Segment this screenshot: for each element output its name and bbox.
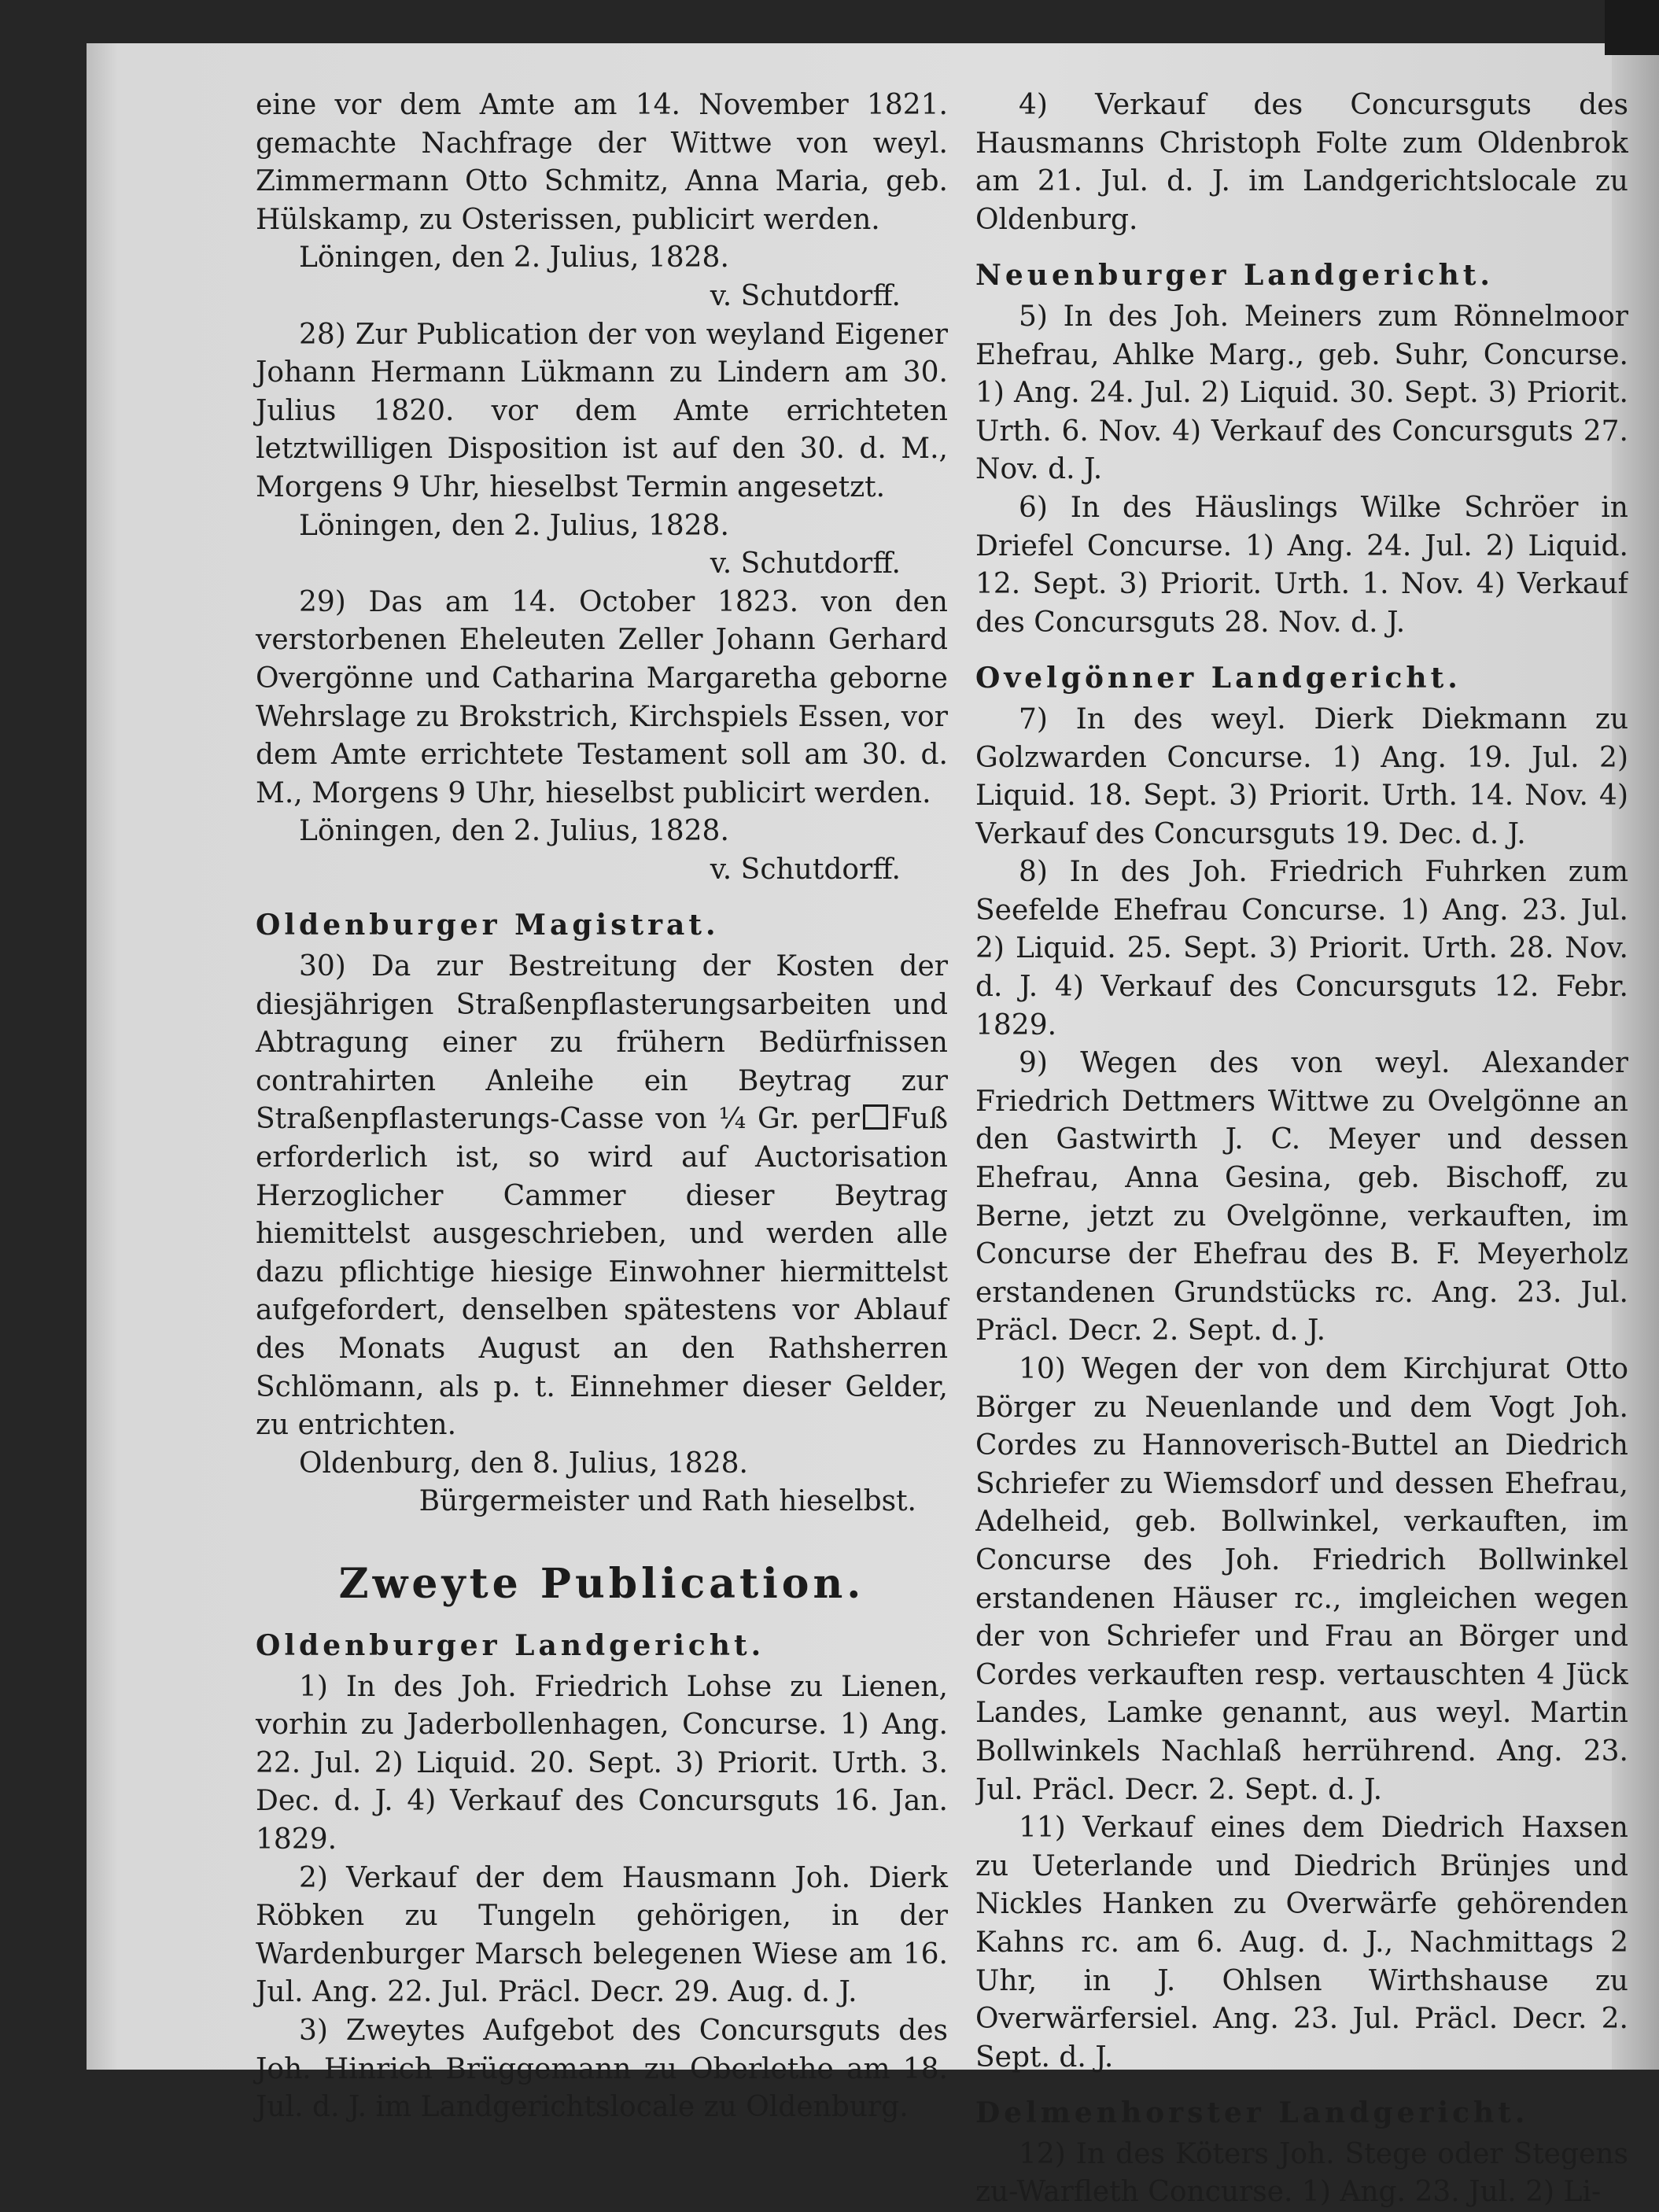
square-foot-symbol-icon — [863, 1104, 888, 1130]
notice-10: 10) Wegen der von dem Kirchjurat Otto Börger zu Neuenlande und dem Vogt Joh. Cordes zu Hannoverisch-Buttel an Diedrich Schriefer zu Wiemsdorf und dessen Ehefrau, Adelheid, geb. Bollwinkel, verkauften, im Concurse des Joh. Friedrich Bollwinkel erstandenen Häuser rc., imgleichen wegen der von Schriefer und Frau an Börger und Cordes verkauften resp. vertauschten 4 Jück Landes, Lamke genannt, aus weyl. Martin Bollwinkels Nachlaß herrührend. Ang. 23. Jul. Präcl. Decr. 2. Sept. d. J. — [975, 1353, 1628, 1806]
right-column — [975, 87, 1628, 2212]
notice-30-part-a: 30) Da zur Bestreitung der Kosten der diesjährigen Straßenpflasterungsarbeiten und Abtragung einer zu frühern Bedürfnissen contrahirten Anleihe ein Beytrag zur Straßenpflasterungs-Casse von ¼ Gr. per — [256, 950, 948, 1136]
notice-6: 6) In des Häuslings Wilke Schröer in Driefel Concurse. 1) Ang. 24. Jul. 2) Liquid. 12. Sept. 3) Priorit. Urth. 1. Nov. 4) Verkauf des Concursguts 28. Nov. d. J. — [975, 491, 1628, 639]
notice-29: 29) Das am 14. October 1823. von den verstorbenen Eheleuten Zeller Johann Gerhard Overgönne und Catharina Margaretha geborne Wehrslage zu Brokstrich, Kirchspiels Essen, vor dem Amte errichtete Testament soll am 30. d. M., Morgens 9 Uhr, hieselbst publicirt werden. — [256, 585, 948, 809]
notice-28: 28) Zur Publication der von weyland Eigener Johann Hermann Lükmann zu Lindern am 30. Julius 1820. vor dem Amte errichteten letztwilligen Disposition ist auf den 30. d. M., Morgens 9 Uhr, hieselbst Termin angesetzt. — [256, 318, 948, 503]
court-heading-landgericht: Oldenburger Landgericht. — [256, 1628, 765, 1662]
left-column — [256, 87, 948, 2127]
notice-4: 4) Verkauf des Concursguts des Hausmanns Christoph Folte zum Oldenbrok am 21. Jul. d. J. im Landgerichtslocale zu Oldenburg. — [975, 89, 1628, 236]
court-heading-ovelgoenne: Ovelgönner Landgericht. — [975, 662, 1462, 695]
scan-corner — [1605, 0, 1659, 55]
date-line: Löningen, den 2. Julius, 1828. — [299, 509, 729, 542]
notice-11: 11) Verkauf eines dem Diedrich Haxsen zu Ueterlande und Diedrich Brünjes und Nickles Hanken zu Overwärfe gehörenden Kahns rc. am 6. Aug. d. J., Nachmittags 2 Uhr, in J. Ohlsen Wirthshause zu Overwärfersiel. Ang. 23. Jul. Präcl. Decr. 2. Sept. d. J. — [975, 1812, 1628, 2074]
notice-5: 5) In des Joh. Meiners zum Rönnelmoor Ehefrau, Ahlke Marg., geb. Suhr, Concurse. 1) Ang. 24. Jul. 2) Liquid. 30. Sept. 3) Priorit. Urth. 6. Nov. 4) Verkauf des Concursguts 27. Nov. d. J. — [975, 300, 1628, 486]
signature: v. Schutdorff. — [710, 279, 901, 312]
court-heading-magistrat: Oldenburger Magistrat. — [256, 909, 720, 942]
notice-3: 3) Zweytes Aufgebot des Concursguts des Joh. Hinrich Brüggemann zu Oberlethe am 18. Jul. d. J. im Landgerichtslocale zu Oldenburg. — [256, 2014, 948, 2124]
court-heading-neuenburg: Neuenburger Landgericht. — [975, 259, 1494, 293]
notice-intro: eine vor dem Amte am 14. November 1821. gemachte Nachfrage der Wittwe von weyl. Zimmermann Otto Schmitz, Anna Maria, geb. Hülskamp, zu Osterissen, publicirt werden. — [256, 89, 948, 236]
notice-30 — [256, 948, 948, 1445]
notice-8: 8) In des Joh. Friedrich Fuhrken zum Seefelde Ehefrau Concurse. 1) Ang. 23. Jul. 2) Liquid. 25. Sept. 3) Priorit. Urth. 28. Nov. d. J. 4) Verkauf des Concursguts 12. Febr. 1829. — [975, 856, 1628, 1041]
signature: v. Schutdorff. — [710, 853, 901, 886]
signature: Bürgermeister und Rath hieselbst. — [418, 1485, 916, 1518]
publication-heading: Zweyte Publication. — [338, 1559, 865, 1608]
notice-12: 12) In des Köters Joh. Stege oder Stegens zu-Warfleth Concurse. 1) Ang. 23. Jul. 2) Li- — [975, 2137, 1628, 2209]
notice-7: 7) In des weyl. Dierk Diekmann zu Golzwarden Concurse. 1) Ang. 19. Jul. 2) Liquid. 18. Sept. 3) Priorit. Urth. 14. Nov. 4) Verkauf des Concursguts 19. Dec. d. J. — [975, 702, 1628, 850]
date-line: Löningen, den 2. Julius, 1828. — [299, 815, 729, 848]
court-heading-delmenhorst: Delmenhorster Landgericht. — [975, 2096, 1529, 2130]
date-line: Oldenburg, den 8. Julius, 1828. — [299, 1447, 748, 1480]
notice-9: 9) Wegen des von weyl. Alexander Friedrich Dettmers Wittwe zu Ovelgönne an den Gastwirth J. C. Meyer und dessen Ehefrau, Anna Gesina, geb. Bischoff, zu Berne, jetzt zu Ovelgönne, verkauften, im Concurse der Ehefrau des B. F. Meyerholz erstandenen Grundstücks rc. Ang. 23. Jul. Präcl. Decr. 2. Sept. d. J. — [975, 1047, 1628, 1347]
date-line: Löningen, den 2. Julius, 1828. — [299, 241, 729, 275]
notice-30-part-b: Fuß erforderlich ist, so wird auf Auctorisation Herzoglicher Cammer dieser Beytrag hiemittelst ausgeschrieben, und werden alle dazu pflichtige hiesige Einwohner hiermittelst aufgefordert, denselben spätestens vor Ablauf des Monats August an den Rathsherren Schlömann, als p. t. Einnehmer dieser Gelder, zu entrichten. — [256, 1103, 948, 1442]
signature: v. Schutdorff. — [710, 547, 901, 581]
notice-2: 2) Verkauf der dem Hausmann Joh. Dierk Röbken zu Tungeln gehörigen, in der Wardenburger Marsch belegenen Wiese am 16. Jul. Ang. 22. Jul. Präcl. Decr. 29. Aug. d. J. — [256, 1861, 948, 2009]
notice-1: 1) In des Joh. Friedrich Lohse zu Lienen, vorhin zu Jaderbollenhagen, Concurse. 1) Ang. 22. Jul. 2) Liquid. 20. Sept. 3) Priorit. Urth. 3. Dec. d. J. 4) Verkauf des Concursguts 16. Jan. 1829. — [256, 1670, 948, 1856]
